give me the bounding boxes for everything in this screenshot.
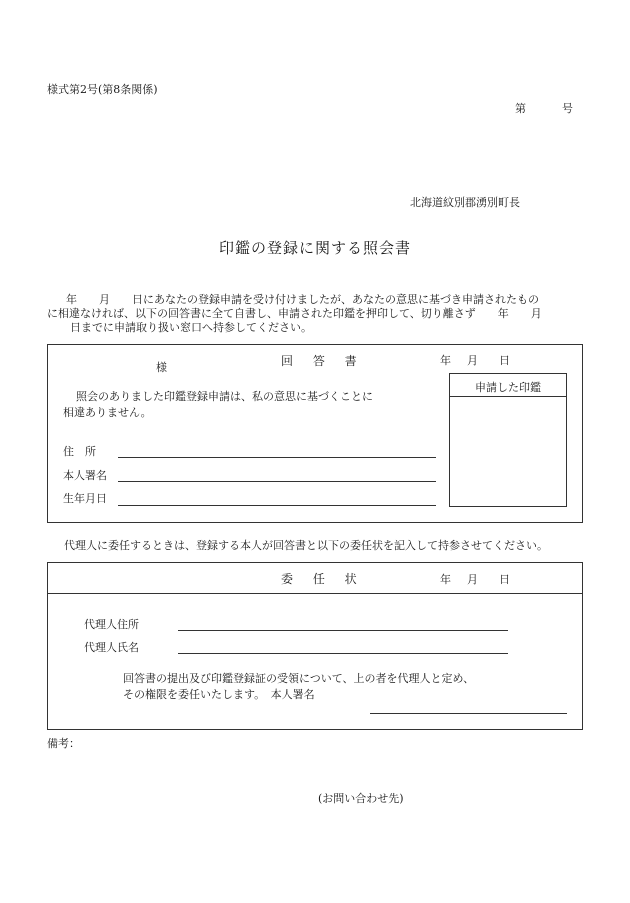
reply-statement-line-2: 相違ありません。 <box>63 406 152 419</box>
signature-line[interactable] <box>118 481 436 482</box>
proxy-date-month: 月 <box>467 573 478 586</box>
birthdate-label: 生年月日 <box>63 492 107 505</box>
issuer: 北海道紋別郡湧別町長 <box>410 196 520 209</box>
remarks-label: 備考： <box>47 737 80 750</box>
agent-address-line[interactable] <box>178 630 508 631</box>
proxy-header-divider <box>47 593 583 594</box>
proxy-heading: 委 任 状 <box>281 572 365 586</box>
signature-label: 本人署名 <box>63 469 107 482</box>
doc-number-suffix: 号 <box>562 102 573 115</box>
agent-address-label: 代理人住所 <box>84 618 139 631</box>
addressee-suffix: 様 <box>156 361 167 374</box>
intro-line-2: に相違なければ、以下の回答書に全て自書し、申請された印鑑を押印して、切り離さず 年 月 <box>47 307 542 320</box>
doc-number-prefix: 第 <box>515 102 526 115</box>
contact-label: (お問い合わせ先) <box>318 792 404 805</box>
proxy-date-year: 年 <box>440 573 451 586</box>
reply-date-year: 年 <box>440 354 451 367</box>
agent-name-label: 代理人氏名 <box>84 641 139 654</box>
seal-box-label: 申請した印鑑 <box>475 381 541 394</box>
delegation-line-1: 回答書の提出及び印鑑登録証の受領について、上の者を代理人と定め、 <box>123 672 475 685</box>
intro-line-1: 年 月 日にあなたの登録申請を受け付けましたが、あなたの意思に基づき申請されたもの <box>66 293 539 306</box>
birthdate-line[interactable] <box>118 505 436 506</box>
address-label: 住 所 <box>63 445 96 458</box>
agent-name-line[interactable] <box>178 653 508 654</box>
intro-line-3: 日までに申請取り扱い窓口へ持参してください。 <box>70 321 312 334</box>
reply-date-day: 日 <box>499 354 510 367</box>
reply-statement-line-1: 照会のありました印鑑登録申請は、私の意思に基づくことに <box>76 390 373 403</box>
document-title: 印鑑の登録に関する照会書 <box>218 239 411 257</box>
proxy-date-day: 日 <box>499 573 510 586</box>
reply-heading: 回 答 書 <box>281 354 365 368</box>
principal-signature-line[interactable] <box>370 713 567 714</box>
reply-date-month: 月 <box>467 354 478 367</box>
proxy-note: 代理人に委任するときは、登録する本人が回答書と以下の委任状を記入して持参させてください。 <box>64 539 548 552</box>
form-number: 様式第2号(第8条関係) <box>47 83 158 96</box>
address-line[interactable] <box>118 457 436 458</box>
seal-box-divider <box>449 396 567 397</box>
delegation-line-2: その権限を委任いたします。 本人署名 <box>123 688 315 701</box>
